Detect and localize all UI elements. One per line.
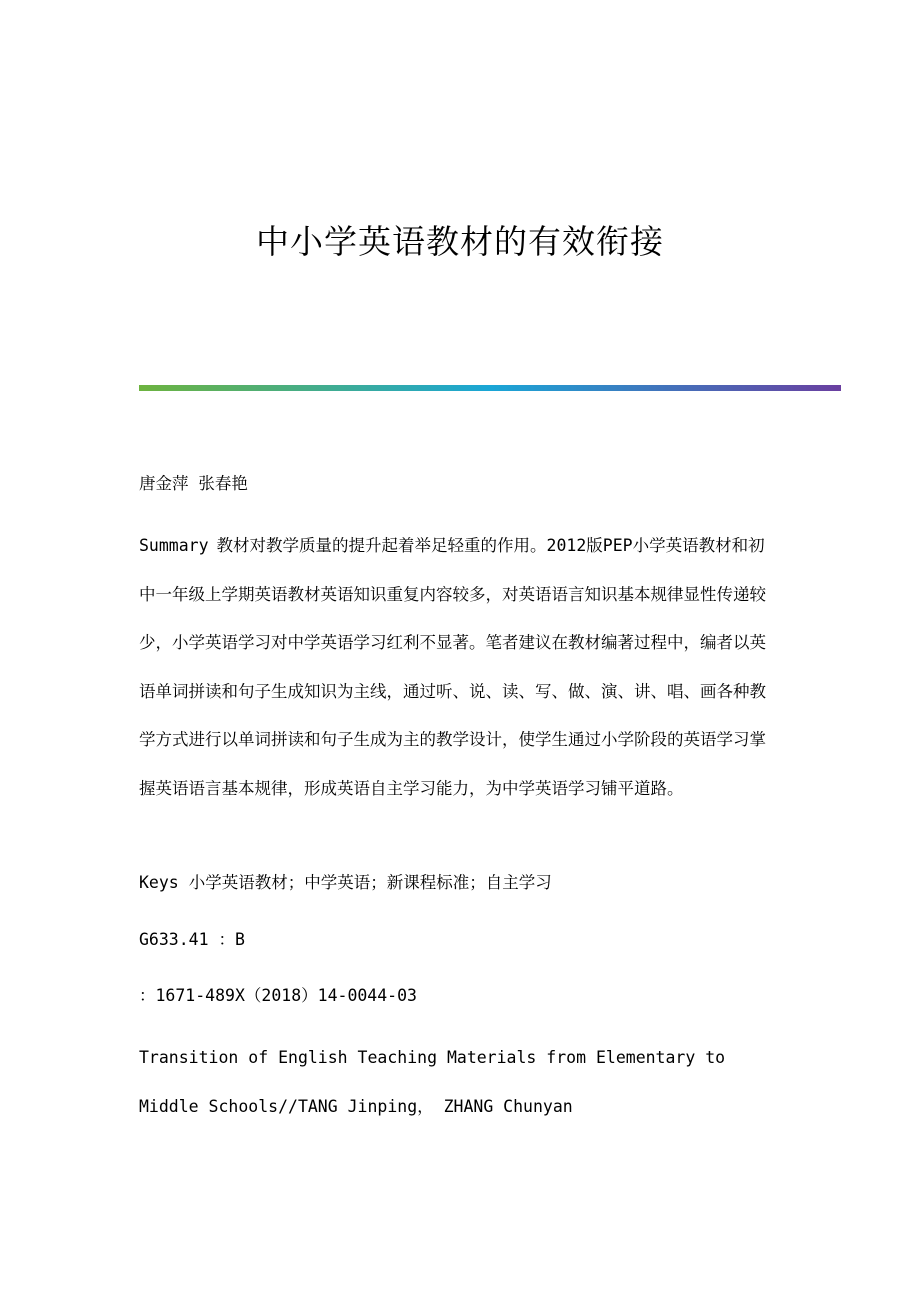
english-title: Transition of English Teaching Materials from Elementary to Middle Schools//TANG Jinping， ZHANG Chunyan (139, 1048, 726, 1116)
keywords-text: 小学英语教材；中学英语；新课程标准；自主学习 (188, 873, 552, 892)
authors: 唐金萍 张春艳 (139, 474, 248, 493)
page-title: 中小学英语教材的有效衔接 (256, 222, 664, 261)
keywords-label: Keys (139, 873, 179, 892)
classification-code: G633.41 ：B (139, 930, 245, 949)
abstract-label: Summary (139, 536, 209, 555)
keywords (139, 868, 779, 898)
abstract (139, 522, 779, 813)
article-number: ：1671-489X（2018）14-0044-03 (139, 986, 417, 1005)
abstract-text: 教材对教学质量的提升起着举足轻重的作用。2012版PEP小学英语教材和初中一年级上学期英语教材英语知识重复内容较多，对英语语言知识基本规律显性传递较少，小学英语学习对中学英语学习红利不显著。笔者建议在教材编著过程中，编者以英语单词拼读和句子生成知识为主线，通过听、说、读、写、做、演、讲、唱、画各种教学方式进行以单词拼读和句子生成为主的教学设计，使学生通过小学阶段的英语学习掌握英语语言基本规律，形成英语自主学习能力，为中学英语学习铺平道路。 (139, 536, 766, 798)
title-divider (139, 385, 841, 391)
